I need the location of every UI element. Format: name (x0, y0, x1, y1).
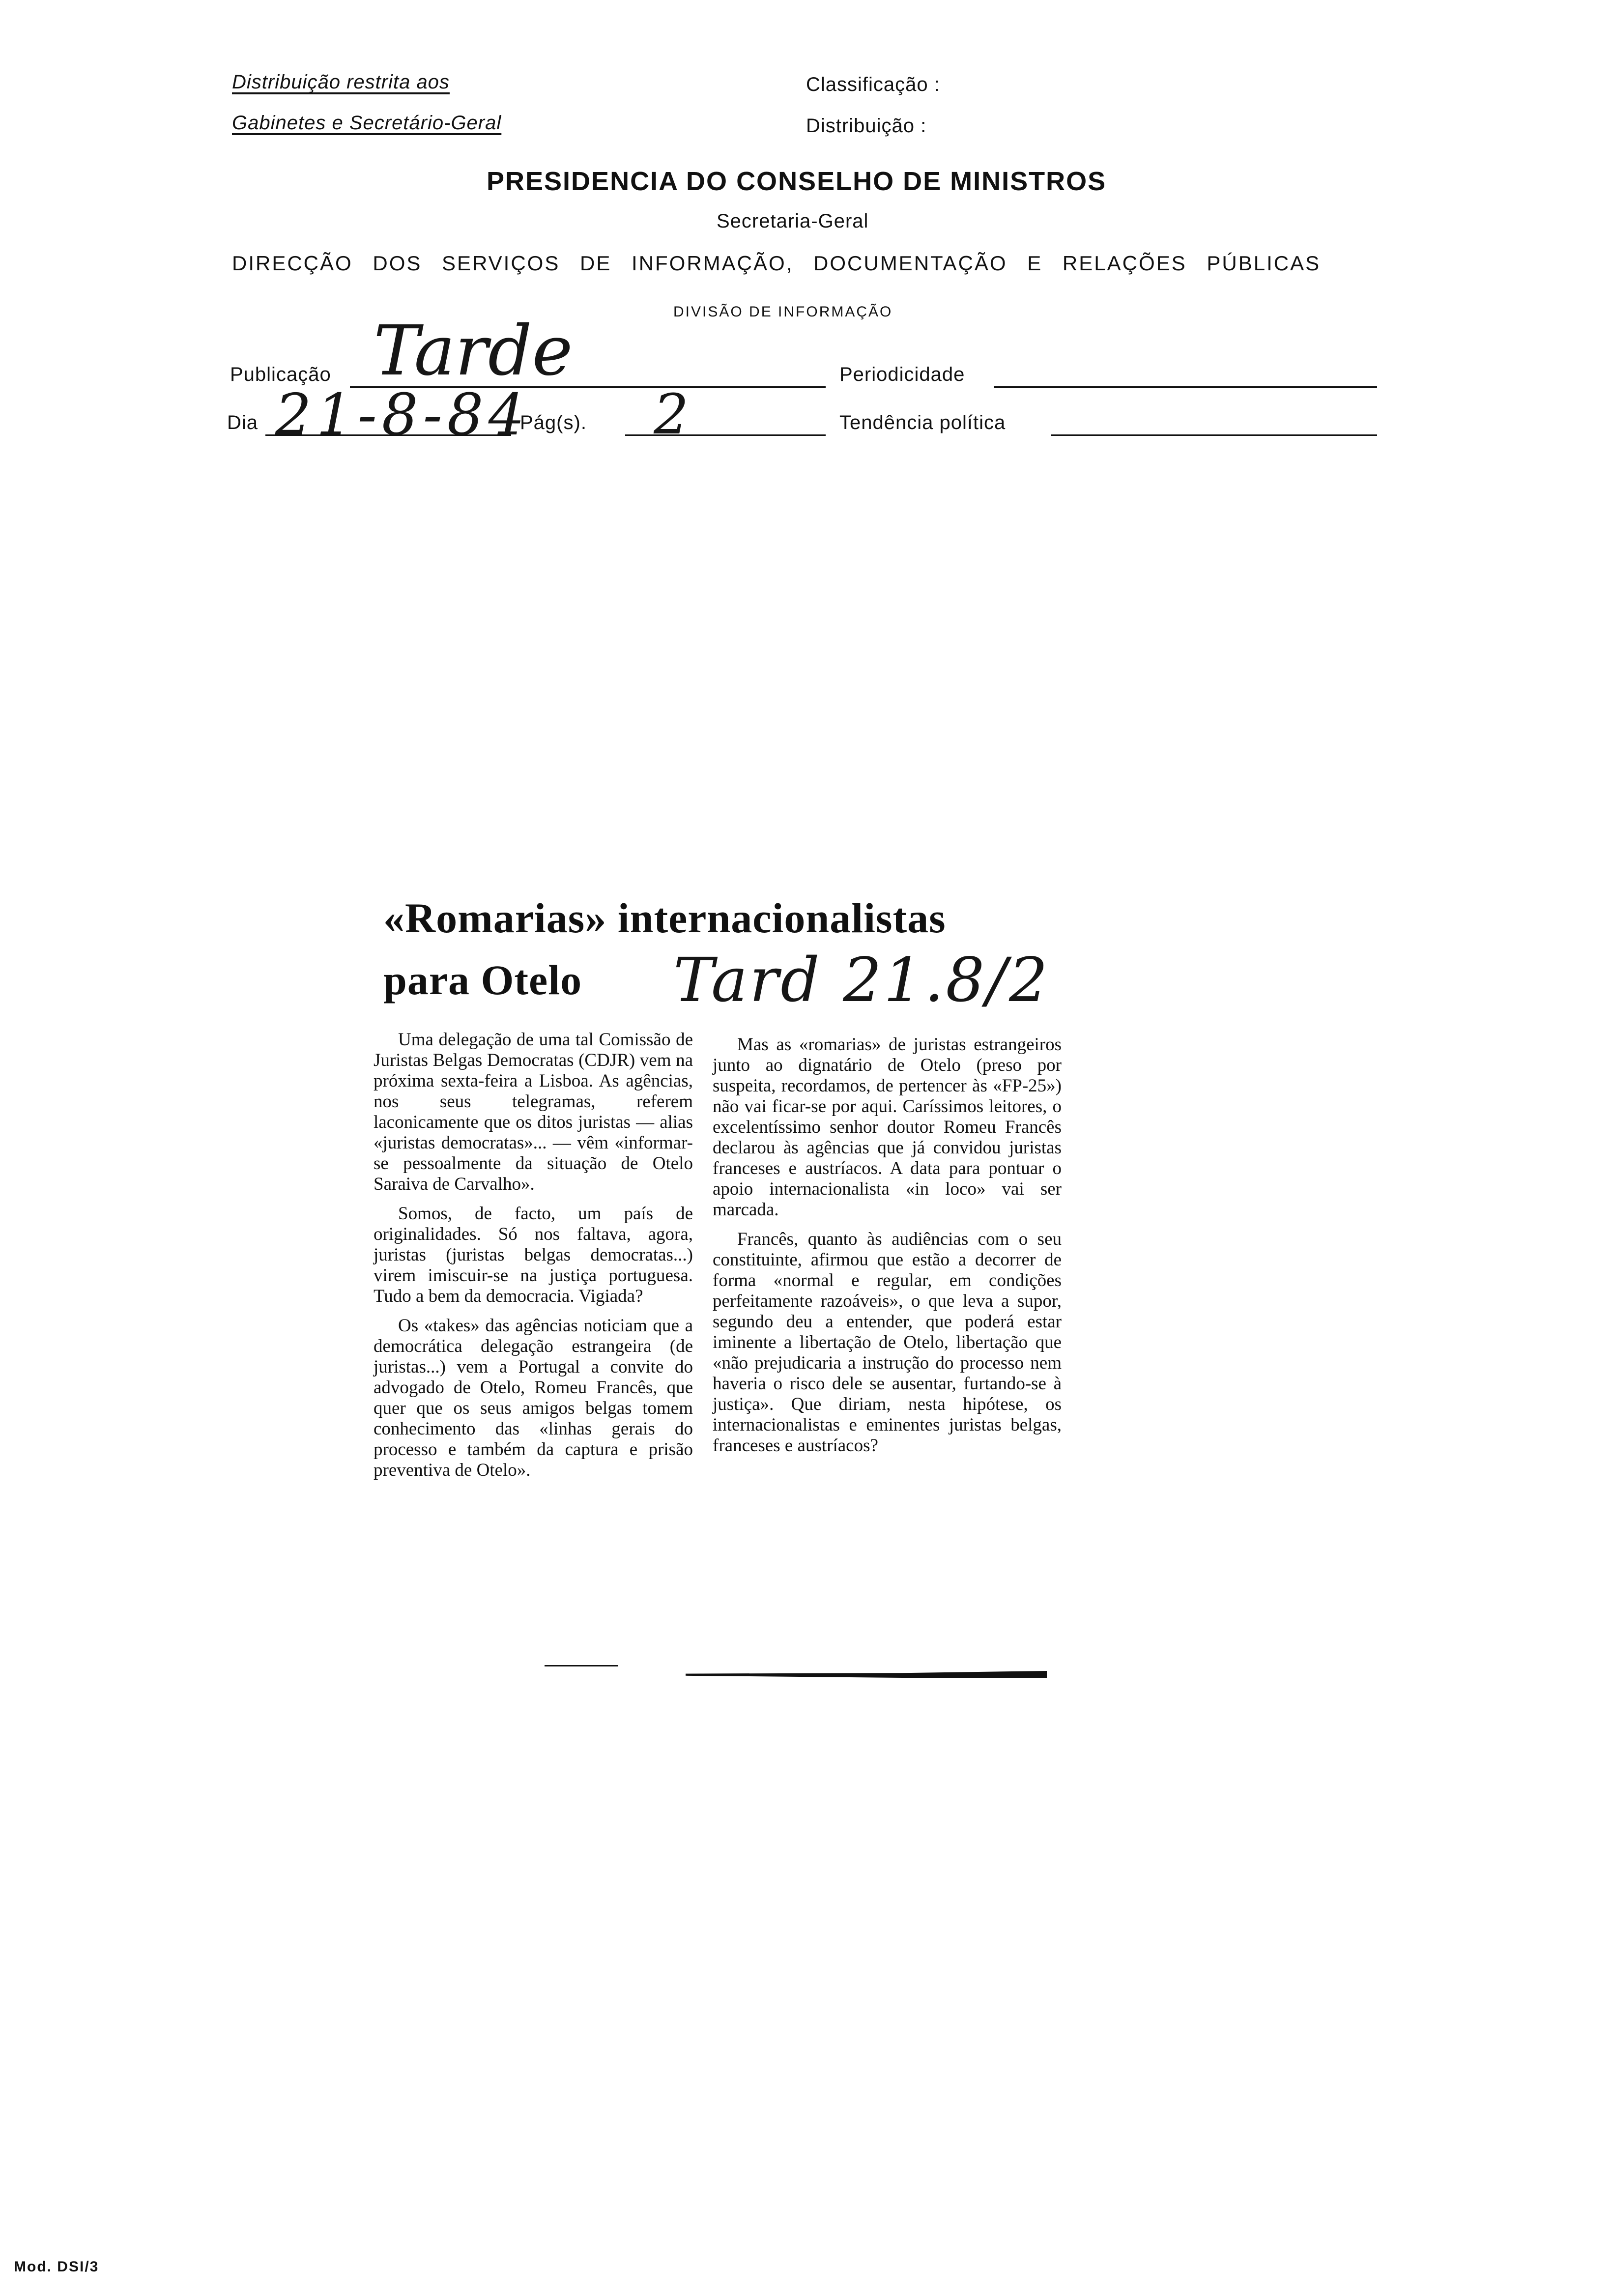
division-name: DIVISÃO DE INFORMAÇÃO (673, 304, 893, 320)
article-headline-line1: «Romarias» internacionalistas (383, 894, 946, 942)
classification-label: Classificação : (806, 74, 940, 95)
article-column-2 (713, 1034, 1062, 1465)
article-paragraph: Os «takes» das agências noticiam que a democrática delegação estrangeira (de juristas...) vem a Portugal a convite do advogado de Otelo, Romeu Francês, que quer que os seus amigos belgas tomem conhecimento das «linhas gerais do processo e também da captura e prisão preventiva de Otelo». (374, 1316, 693, 1480)
article-paragraph: Somos, de facto, um país de originalidades. Só nos faltava, agora, juristas (juristas belgas democratas...) virem imiscuir-se na justiça portuguesa. Tudo a bem da democracia. Vigiada? (374, 1204, 693, 1306)
pages-handwritten-value: 2 (654, 383, 689, 447)
clipping-handwritten-annotation: Tard 21.8/2 (673, 945, 1050, 1016)
article-end-rule (686, 1671, 1047, 1678)
distribution-label: Distribuição : (806, 115, 927, 137)
political-tendency-underline (1051, 434, 1377, 436)
periodicity-underline (994, 386, 1377, 388)
directorate-name: DIRECÇÃO DOS SERVIÇOS DE INFORMAÇÃO, DOCUMENTAÇÃO E RELAÇÕES PÚBLICAS (232, 252, 1321, 275)
form-model-code: Mod. DSI/3 (14, 2259, 99, 2275)
article-paragraph: Mas as «romarias» de juristas estrangeiros junto ao dignatário de Otelo (preso por suspeita, recordamos, de pertencer às «FP-25») não vai ficar-se por aqui. Caríssimos leitores, o excelentíssimo senhor doutor Romeu Francês declarou às agências que já convidou juristas franceses e austríacos. A data para pontuar o apoio internacionalista «in loco» vai ser marcada. (713, 1034, 1062, 1220)
article-paragraph: Francês, quanto às audiências com o seu constituinte, afirmou que estão a decorrer de forma «normal e regular, em condições perfeitamente razoáveis», o que leva a supor, segundo deu a entender, que poderá estar iminente a libertação de Otelo, libertação que «não prejudicaria a instrução do processo nem haveria o risco dele se ausentar, furtando-se à justiça». Que diriam, nesta hipótese, os internacionalistas e eminentes juristas belgas, franceses e austríacos? (713, 1229, 1062, 1456)
pages-label: Pág(s). (520, 412, 587, 433)
column-end-rule (545, 1665, 618, 1666)
day-handwritten-value: 21-8-84 (275, 382, 530, 448)
restricted-distribution-line2: Gabinetes e Secretário-Geral (232, 112, 502, 134)
article-column-1 (374, 1030, 693, 1490)
political-tendency-label: Tendência política (839, 412, 1006, 433)
article-headline-line2: para Otelo (383, 956, 582, 1004)
periodicity-label: Periodicidade (839, 364, 965, 385)
publication-handwritten-value: Tarde (374, 311, 573, 391)
ministry-title: PRESIDENCIA DO CONSELHO DE MINISTROS (487, 167, 1107, 196)
article-paragraph: Uma delegação de uma tal Comissão de Juristas Belgas Democratas (CDJR) vem na próxima sexta-feira a Lisboa. As agências, nos seus telegramas, referem laconicamente que os ditos juristas — alias «juristas democratas»... — vêm «informar-se pessoalmente da situação de Otelo Saraiva de Carvalho». (374, 1030, 693, 1194)
publication-label: Publicação (230, 364, 331, 385)
restricted-distribution-line1: Distribuição restrita aos (232, 71, 450, 93)
day-label: Dia (227, 412, 259, 433)
secretariat-name: Secretaria-Geral (717, 210, 869, 232)
